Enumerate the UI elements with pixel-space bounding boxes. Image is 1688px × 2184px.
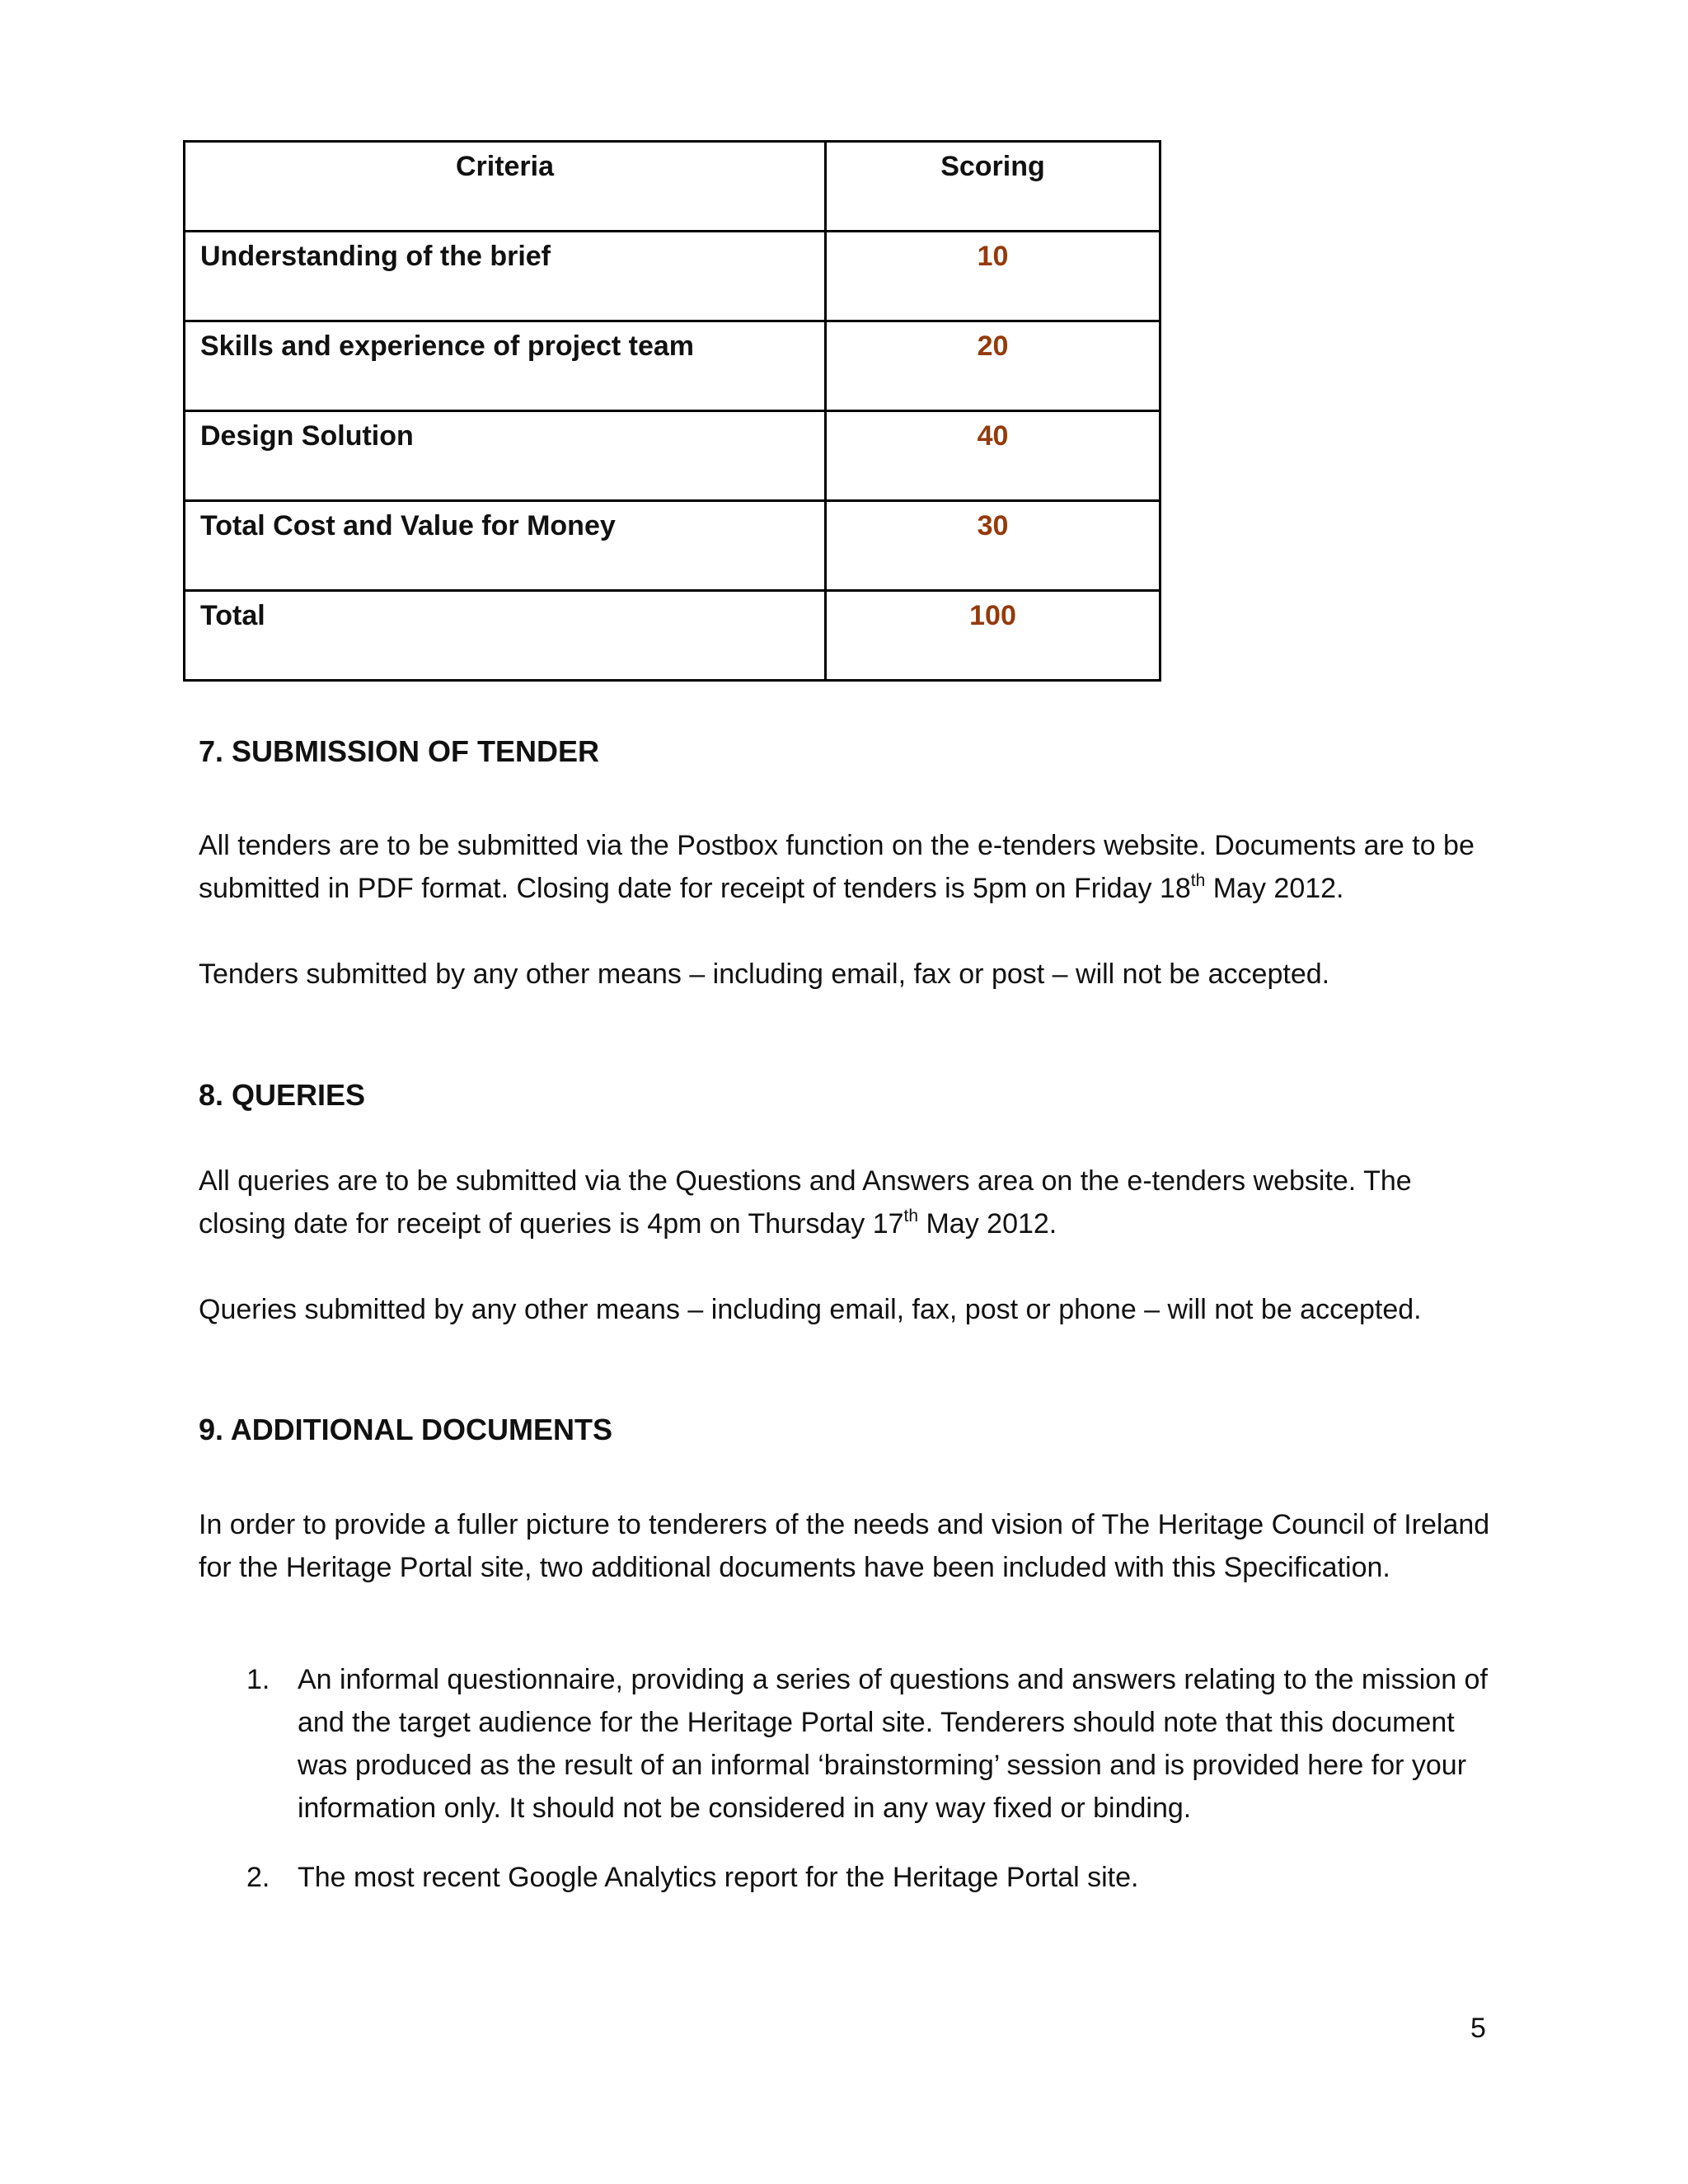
criteria-cell: Total Cost and Value for Money	[185, 501, 826, 591]
ordinal-suffix: th	[903, 1207, 919, 1226]
section-8-paragraph-1-tail: May 2012.	[918, 1208, 1057, 1240]
section-8-heading: 8. QUERIES	[199, 1078, 366, 1112]
criteria-cell: Design Solution	[185, 411, 826, 501]
section-8-body	[199, 1160, 1501, 1331]
table-row	[185, 321, 1160, 411]
criteria-column-header: Criteria	[185, 142, 826, 232]
additional-documents-list	[199, 1658, 1501, 1925]
section-7-heading: 7. SUBMISSION OF TENDER	[199, 734, 600, 768]
section-7-paragraph-1-tail: May 2012.	[1205, 873, 1344, 904]
table-total-row	[185, 591, 1160, 681]
section-7-paragraph-2: Tenders submitted by any other means – including email, fax or post – will not be accepted.	[199, 958, 1330, 990]
section-9-intro: In order to provide a fuller picture to tenderers of the needs and vision of The Heritage Council of Ireland for the Heritage Portal site, two additional documents have been included with this Specification.	[199, 1509, 1490, 1583]
list-item-number: 1.	[246, 1664, 270, 1695]
criteria-cell: Total	[185, 591, 826, 681]
scoring-table	[183, 140, 1161, 682]
score-cell: 20	[826, 321, 1160, 411]
list-item	[199, 1658, 1501, 1830]
section-7-paragraph-1-text: All tenders are to be submitted via the Postbox function on the e-tenders website. Documents are to be submitted in PDF format. Closing date for receipt of tenders is 5pm on Friday 18	[199, 830, 1475, 904]
list-item-text: The most recent Google Analytics report for the Heritage Portal site.	[298, 1862, 1139, 1893]
score-cell: 30	[826, 501, 1160, 591]
list-item-text: An informal questionnaire, providing a series of questions and answers relating to the mission of and the target audience for the Heritage Portal site. Tenderers should note that this document was produced as the result of an informal ‘brainstorming’ session and is provided here for your information only. It should not be considered in any way fixed or binding.	[298, 1664, 1488, 1824]
section-8-paragraph-2: Queries submitted by any other means – including email, fax, post or phone – will not be accepted.	[199, 1294, 1422, 1325]
criteria-cell: Skills and experience of project team	[185, 321, 826, 411]
criteria-cell: Understanding of the brief	[185, 232, 826, 321]
table-row	[185, 232, 1160, 321]
section-8-paragraph-1	[199, 1160, 1501, 1245]
ordinal-suffix: th	[1190, 871, 1206, 890]
table-row	[185, 501, 1160, 591]
page-number: 5	[1470, 2013, 1486, 2044]
section-8-paragraph-1-text: All queries are to be submitted via the Questions and Answers area on the e-tenders website. The closing date for receipt of queries is 4pm on Thursday 17	[199, 1165, 1412, 1240]
scoring-column-header: Scoring	[826, 142, 1160, 232]
list-item-number: 2.	[246, 1862, 270, 1893]
score-cell: 10	[826, 232, 1160, 321]
list-item	[199, 1856, 1501, 1899]
table-header-row	[185, 142, 1160, 232]
section-7-paragraph-1	[199, 824, 1501, 910]
section-7-body	[199, 824, 1501, 996]
section-9-heading: 9. ADDITIONAL DOCUMENTS	[199, 1413, 613, 1446]
score-cell: 100	[826, 591, 1160, 681]
score-cell: 40	[826, 411, 1160, 501]
table-row	[185, 411, 1160, 501]
